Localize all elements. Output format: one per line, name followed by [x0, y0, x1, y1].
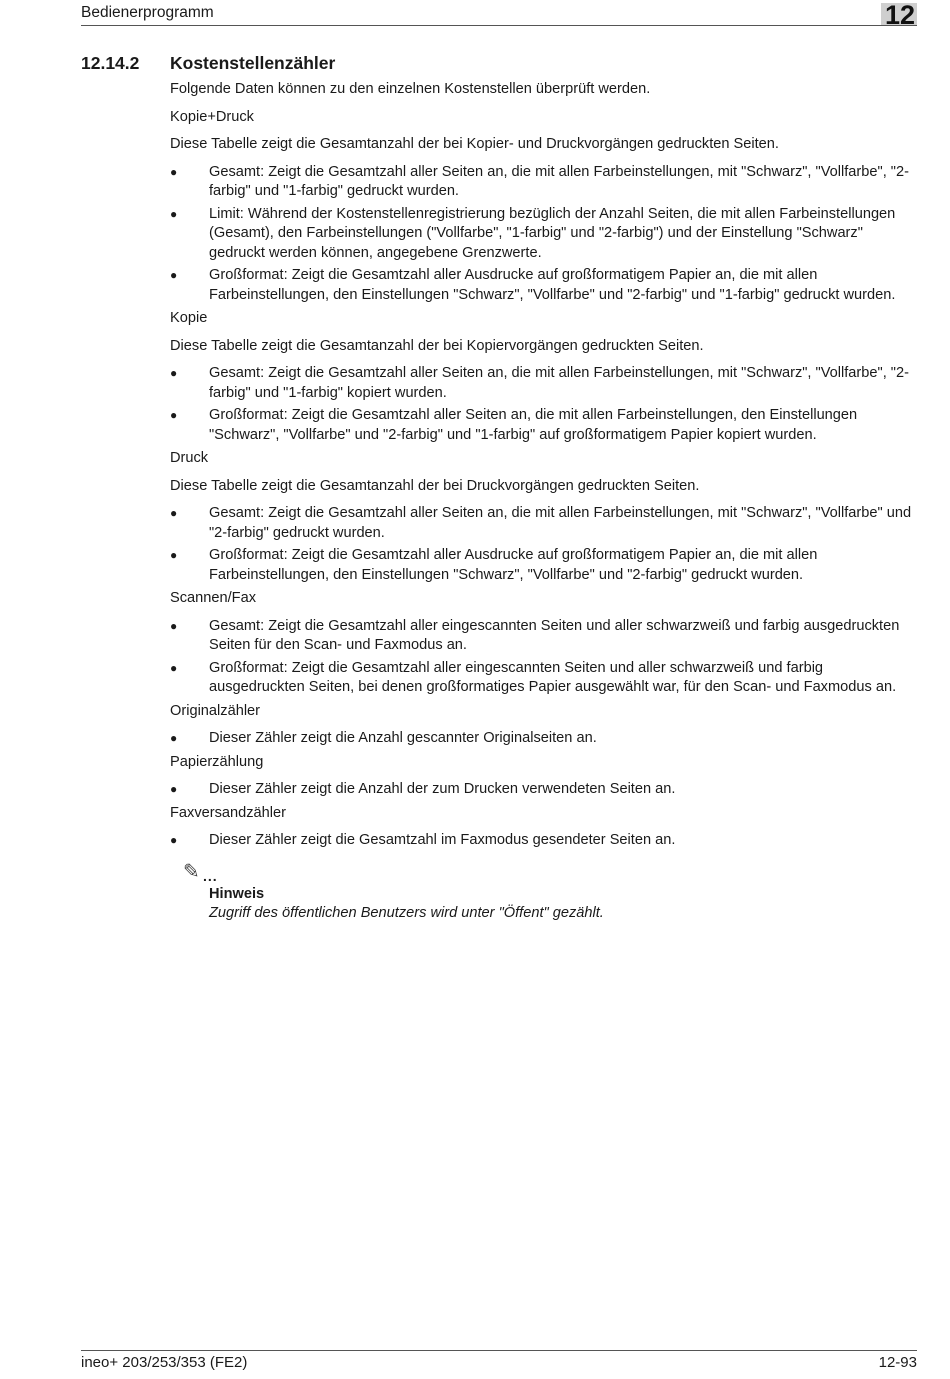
section-number: 12.14.2	[81, 53, 140, 73]
list-item-text: Gesamt: Zeigt die Gesamtzahl aller Seiten an, die mit allen Farbeinstellungen, mit "Schwarz", "Vollfarbe", "2-farbig" und "1-farbig" gedruckt wurden.	[209, 163, 909, 199]
footer-page-number: 12-93	[878, 1354, 917, 1371]
list-item-text: Großformat: Zeigt die Gesamtzahl aller Ausdrucke auf großformatigem Papier an, die mit allen Farbeinstellungen, den Einstellungen "Schwarz", "Vollfarbe" und "2-farbig" gedruckt wurden.	[209, 547, 818, 583]
note-text: Zugriff des öffentlichen Benutzers wird unter "Öffent" gezählt.	[209, 905, 604, 921]
block-heading: Druck	[170, 450, 209, 466]
note-dots: ...	[203, 867, 218, 884]
list-item	[170, 406, 918, 445]
header-divider	[81, 25, 917, 26]
list-item-text: Großformat: Zeigt die Gesamtzahl aller Seiten an, die mit allen Farbeinstellungen, den Einstellungen "Schwarz", "Vollfarbe" und "2-farbig" und "1-farbig" auf großformatigem Papier kopiert wurden.	[209, 407, 858, 443]
block-heading: Faxversandzähler	[170, 804, 286, 821]
section-title: Kostenstellenzähler	[170, 53, 336, 73]
list-item-text: Großformat: Zeigt die Gesamtzahl aller eingescannten Seiten und aller schwarzweiß und farbig ausgedruckten Seiten, bei denen großformatiges Papier ausgewählt war, für den Scan- und Faxmodus an.	[209, 659, 897, 695]
counter-blocks	[170, 108, 918, 851]
bullet-list	[170, 163, 918, 306]
block-heading: Kopie	[170, 310, 208, 326]
bullet-list	[170, 831, 918, 851]
bullet-icon: ●	[170, 548, 178, 562]
note-box	[170, 860, 918, 924]
list-item	[170, 659, 918, 698]
footer-divider	[81, 1350, 917, 1351]
block-heading: Kopie+Druck	[170, 108, 254, 125]
list-item-text: Limit: Während der Kostenstellenregistrierung bezüglich der Anzahl Seiten, die mit allen Farbeinstellungen (Gesamt), den Farbeinstellungen ("Vollfarbe", "1-farbig" und "2-farbig") und der Einstellung "Schwarz" gedruckt werden können, angegebene Grenzwerte.	[209, 205, 896, 261]
bullet-icon: ●	[170, 366, 178, 380]
bullet-icon: ●	[170, 618, 178, 633]
list-item	[170, 163, 918, 202]
list-item	[170, 266, 918, 305]
note-label: Hinweis	[209, 885, 265, 902]
footer-product: ineo+ 203/253/353 (FE2)	[81, 1354, 248, 1371]
list-item	[170, 617, 918, 656]
bullet-list	[170, 364, 918, 445]
bullet-list	[170, 617, 918, 698]
list-item	[170, 546, 918, 585]
running-header-title: Bedienerprogramm	[81, 4, 214, 21]
list-item-text: Gesamt: Zeigt die Gesamtzahl aller Seiten an, die mit allen Farbeinstellungen, mit "Schwarz", "Vollfarbe" und "2-farbig" gedruckt wurden.	[209, 505, 912, 541]
bullet-icon: ●	[170, 660, 178, 675]
block-heading: Scannen/Fax	[170, 590, 256, 606]
bullet-icon: ●	[170, 164, 178, 179]
block-description: Diese Tabelle zeigt die Gesamtanzahl der bei Kopiervorgängen gedruckten Seiten.	[170, 337, 704, 354]
list-item	[170, 831, 918, 851]
bullet-icon: ●	[170, 268, 178, 282]
list-item-text: Dieser Zähler zeigt die Gesamtzahl im Faxmodus gesendeter Seiten an.	[209, 832, 676, 848]
block-description: Diese Tabelle zeigt die Gesamtanzahl der bei Druckvorgängen gedruckten Seiten.	[170, 477, 700, 494]
bullet-list	[170, 780, 918, 800]
bullet-icon: ●	[170, 408, 178, 422]
block-heading: Papierzählung	[170, 753, 264, 770]
block-description: Diese Tabelle zeigt die Gesamtanzahl der bei Kopier- und Druckvorgängen gedruckten Seiten.	[170, 136, 779, 152]
bullet-icon: ●	[170, 731, 178, 745]
list-item	[170, 205, 918, 264]
list-item	[170, 729, 918, 749]
pencil-note-icon: ✎	[183, 860, 200, 883]
list-item-text: Dieser Zähler zeigt die Anzahl der zum Drucken verwendeten Seiten an.	[209, 781, 676, 797]
section-intro: Folgende Daten können zu den einzelnen Kostenstellen überprüft werden.	[170, 81, 651, 97]
section-body	[170, 80, 918, 924]
list-item-text: Gesamt: Zeigt die Gesamtzahl aller Seiten an, die mit allen Farbeinstellungen, mit "Schwarz", "Vollfarbe", "2-farbig" und "1-farbig" kopiert wurden.	[209, 365, 909, 401]
list-item	[170, 504, 918, 543]
bullet-icon: ●	[170, 833, 178, 847]
list-item	[170, 364, 918, 403]
list-item-text: Dieser Zähler zeigt die Anzahl gescannter Originalseiten an.	[209, 730, 597, 746]
list-item	[170, 780, 918, 800]
bullet-list	[170, 729, 918, 749]
list-item-text: Gesamt: Zeigt die Gesamtzahl aller eingescannten Seiten und aller schwarzweiß und farbig ausgedruckten Seiten für den Scan- und Faxmodus an.	[209, 617, 900, 653]
bullet-icon: ●	[170, 506, 178, 520]
bullet-icon: ●	[170, 206, 178, 221]
list-item-text: Großformat: Zeigt die Gesamtzahl aller Ausdrucke auf großformatigem Papier an, die mit allen Farbeinstellungen, den Einstellungen "Schwarz", "Vollfarbe" und "2-farbig" und "1-farbig" gedruckt wurden.	[209, 267, 896, 303]
bullet-icon: ●	[170, 782, 178, 796]
bullet-list	[170, 504, 918, 585]
chapter-number: 12	[885, 0, 916, 30]
block-heading: Originalzähler	[170, 702, 261, 719]
